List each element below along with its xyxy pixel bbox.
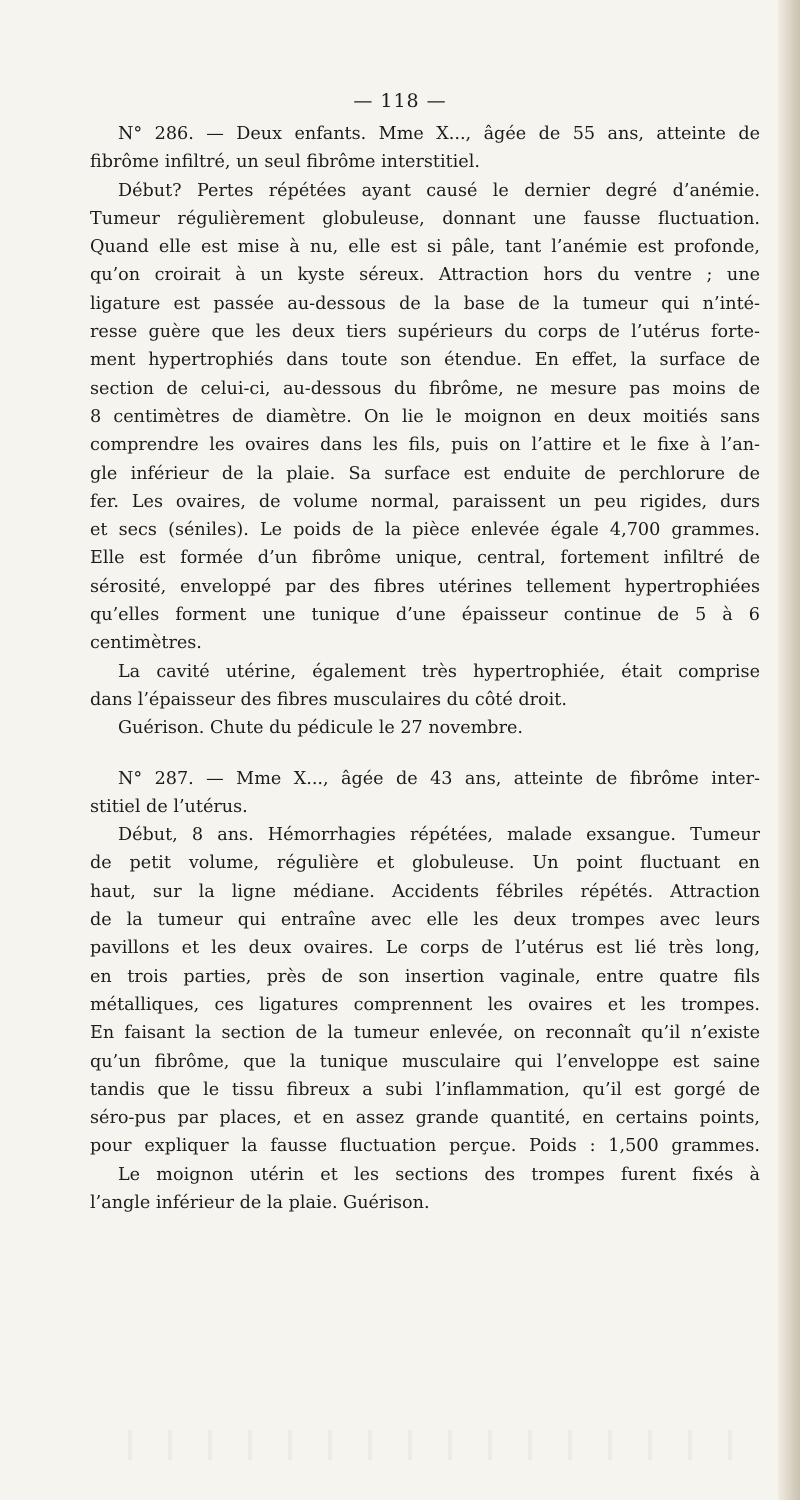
text-line: comprendre les ovaires dans les fils, puis on l’attire et le fixe à l’an- bbox=[90, 435, 760, 456]
text-line: gle inférieur de la plaie. Sa surface est enduite de perchlorure de bbox=[90, 463, 760, 484]
text-line: N° 286. — Deux enfants. Mme X..., âgée de 55 ans, atteinte de bbox=[118, 124, 760, 144]
text-line: fibrôme infiltré, un seul fibrôme interstitiel. bbox=[90, 152, 480, 173]
text-line: qu’elles forment une tunique d’une épaisseur continue de 5 à 6 bbox=[90, 605, 760, 626]
text-line: Guérison. Chute du pédicule le 27 novembre. bbox=[118, 718, 523, 739]
text-line: en trois parties, près de son insertion vaginale, entre quatre fils bbox=[90, 966, 760, 987]
text-line: pour expliquer la fausse fluctuation perçue. Poids : 1,500 grammes. bbox=[90, 1136, 760, 1157]
case-286 bbox=[90, 120, 760, 743]
text-line: Elle est formée d’un fibrôme unique, central, fortement infiltré de bbox=[90, 548, 760, 569]
text-line: séro-pus par places, et en assez grande quantité, en certains points, bbox=[90, 1108, 760, 1129]
text-line: métalliques, ces ligatures comprennent les ovaires et les trompes. bbox=[90, 994, 760, 1015]
page-edge bbox=[778, 0, 800, 1500]
text-line: ment hypertrophiés dans toute son étendue. En effet, la surface de bbox=[90, 350, 760, 371]
text-line: centimètres. bbox=[90, 633, 202, 654]
text-line: Tumeur régulièrement globuleuse, donnant une fausse fluctuation. bbox=[90, 208, 760, 229]
text-line: stitiel de l’utérus. bbox=[90, 796, 248, 817]
text-line: sérosité, enveloppé par des fibres utérines tellement hypertrophiées bbox=[90, 576, 760, 597]
text-line: resse guère que les deux tiers supérieurs du corps de l’utérus forte- bbox=[90, 322, 760, 343]
text-line: La cavité utérine, également très hypertrophiée, était comprise bbox=[118, 661, 760, 682]
text-line: haut, sur la ligne médiane. Accidents fébriles répétés. Attraction bbox=[90, 881, 760, 902]
text-line: pavillons et les deux ovaires. Le corps de l’utérus est lié très long, bbox=[90, 938, 760, 959]
text-line: ligature est passée au-dessous de la base de la tumeur qui n’inté- bbox=[90, 293, 760, 314]
text-line: qu’on croirait à un kyste séreux. Attraction hors du ventre ; une bbox=[90, 265, 760, 286]
text-line: section de celui-ci, au-dessous du fibrôme, ne mesure pas moins de bbox=[90, 378, 760, 399]
text-line: Début? Pertes répétées ayant causé le dernier degré d’anémie. bbox=[118, 180, 760, 201]
text-line: de la tumeur qui entraîne avec elle les deux trompes avec leurs bbox=[90, 910, 760, 931]
page-number: — 118 — bbox=[353, 90, 447, 112]
text-line: dans l’épaisseur des fibres musculaires du côté droit. bbox=[90, 689, 567, 710]
text-line: 8 centimètres de diamètre. On lie le moignon en deux moitiés sans bbox=[90, 406, 760, 427]
text-line: En faisant la section de la tumeur enlevée, on reconnaît qu’il n’existe bbox=[90, 1023, 760, 1044]
text-line: N° 287. — Mme X..., âgée de 43 ans, atteinte de fibrôme inter- bbox=[118, 768, 760, 789]
text-line: qu’un fibrôme, que la tunique musculaire qui l’enveloppe est saine bbox=[90, 1051, 760, 1072]
text-line: Le moignon utérin et les sections des trompes furent fixés à bbox=[118, 1164, 760, 1185]
scan-artifact bbox=[110, 1430, 750, 1460]
case-287 bbox=[90, 765, 760, 1218]
text-line: l’angle inférieur de la plaie. Guérison. bbox=[90, 1192, 430, 1213]
text-line: Début, 8 ans. Hémorrhagies répétées, malade exsangue. Tumeur bbox=[118, 825, 760, 846]
text-line: de petit volume, régulière et globuleuse. Un point fluctuant en bbox=[90, 853, 760, 874]
body-text bbox=[90, 120, 760, 1217]
text-line: et secs (séniles). Le poids de la pièce enlevée égale 4,700 grammes. bbox=[90, 520, 760, 541]
text-line: Quand elle est mise à nu, elle est si pâle, tant l’anémie est profonde, bbox=[90, 237, 760, 258]
text-line: fer. Les ovaires, de volume normal, paraissent un peu rigides, durs bbox=[90, 491, 760, 512]
text-line: tandis que le tissu fibreux a subi l’inflammation, qu’il est gorgé de bbox=[90, 1079, 760, 1100]
